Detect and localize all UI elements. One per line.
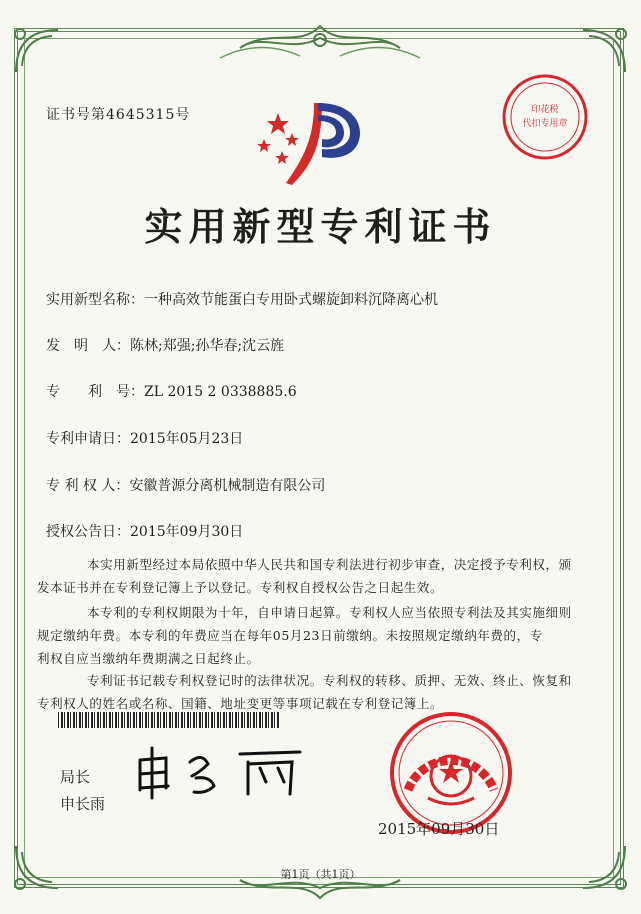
field-value: 2015年05月23日: [130, 431, 244, 447]
paragraph-line: 发本证书并在专利登记簿上予以登记。专利权自授权公告之日起生效。: [37, 580, 444, 595]
paragraph-line: 规定缴纳年费。本专利的年费应当在每年05月23日前缴纳。未按照规定缴纳年费的，专: [37, 628, 543, 643]
svg-text:印花税: 印花税: [531, 105, 559, 115]
field-label: 发 明 人：: [46, 338, 130, 354]
field-patent-number: [46, 381, 297, 401]
handwritten-signature: [130, 742, 310, 802]
field-value: ZL 2015 2 0338885.6: [144, 384, 297, 400]
director-name: 申长雨: [60, 795, 106, 813]
paragraph-grant-statement: [37, 553, 602, 599]
paragraph-line: 专利权人的姓名或名称、国籍、地址变更等事项记载在专利登记簿上。: [37, 696, 444, 711]
tax-stamp-seal: [500, 72, 590, 162]
field-application-date: [46, 428, 243, 448]
field-grant-date: [46, 521, 243, 541]
director-title: 局长: [60, 768, 91, 786]
field-label: 授权公告日：: [46, 524, 130, 540]
field-label: 实用新型名称：: [46, 292, 144, 308]
field-value: 2015年09月30日: [130, 524, 244, 540]
field-label: 专 利 权 人：: [46, 478, 130, 494]
barcode: [58, 712, 280, 728]
svg-text:代扣专用章: 代扣专用章: [522, 119, 568, 129]
paragraph-line: 专利证书记载专利权登记时的法律状况。专利权的转移、质押、无效、终止、恢复和: [87, 673, 572, 688]
paragraph-line: 本实用新型经过本局依照中华人民共和国专利法进行初步审查，决定授予专利权，颁: [87, 557, 572, 572]
patent-office-logo: [256, 95, 366, 185]
field-value: 一种高效节能蛋白专用卧式螺旋卸料沉降离心机: [144, 292, 438, 308]
corner-ornament-top-left: [8, 22, 68, 82]
field-label: 专利申请日：: [46, 431, 130, 447]
page-footer: 第1页（共1页）: [280, 868, 361, 881]
field-value: 陈林;郑强;孙华春;沈云旌: [130, 338, 285, 354]
paragraph-line: 本专利的专利权期限为十年，自申请日起算。专利权人应当依照专利法及其实施细则: [87, 605, 572, 620]
certificate-title: 实用新型专利证书: [144, 204, 497, 249]
field-label: 专 利 号：: [46, 384, 144, 400]
field-value: 安徽普源分离机械制造有限公司: [129, 478, 326, 494]
paragraph-legal-status: [37, 647, 602, 715]
field-utility-model-name: [46, 289, 438, 309]
top-floral-ornament: [200, 18, 440, 68]
field-patentee: [46, 475, 325, 495]
paragraph-line: 利权自应当缴纳年费期满之日起终止。: [37, 651, 260, 666]
seal-date: 2015年09月30日: [378, 820, 500, 838]
field-inventors: [46, 335, 284, 355]
certificate-number: 证书号第4645315号: [46, 107, 191, 123]
